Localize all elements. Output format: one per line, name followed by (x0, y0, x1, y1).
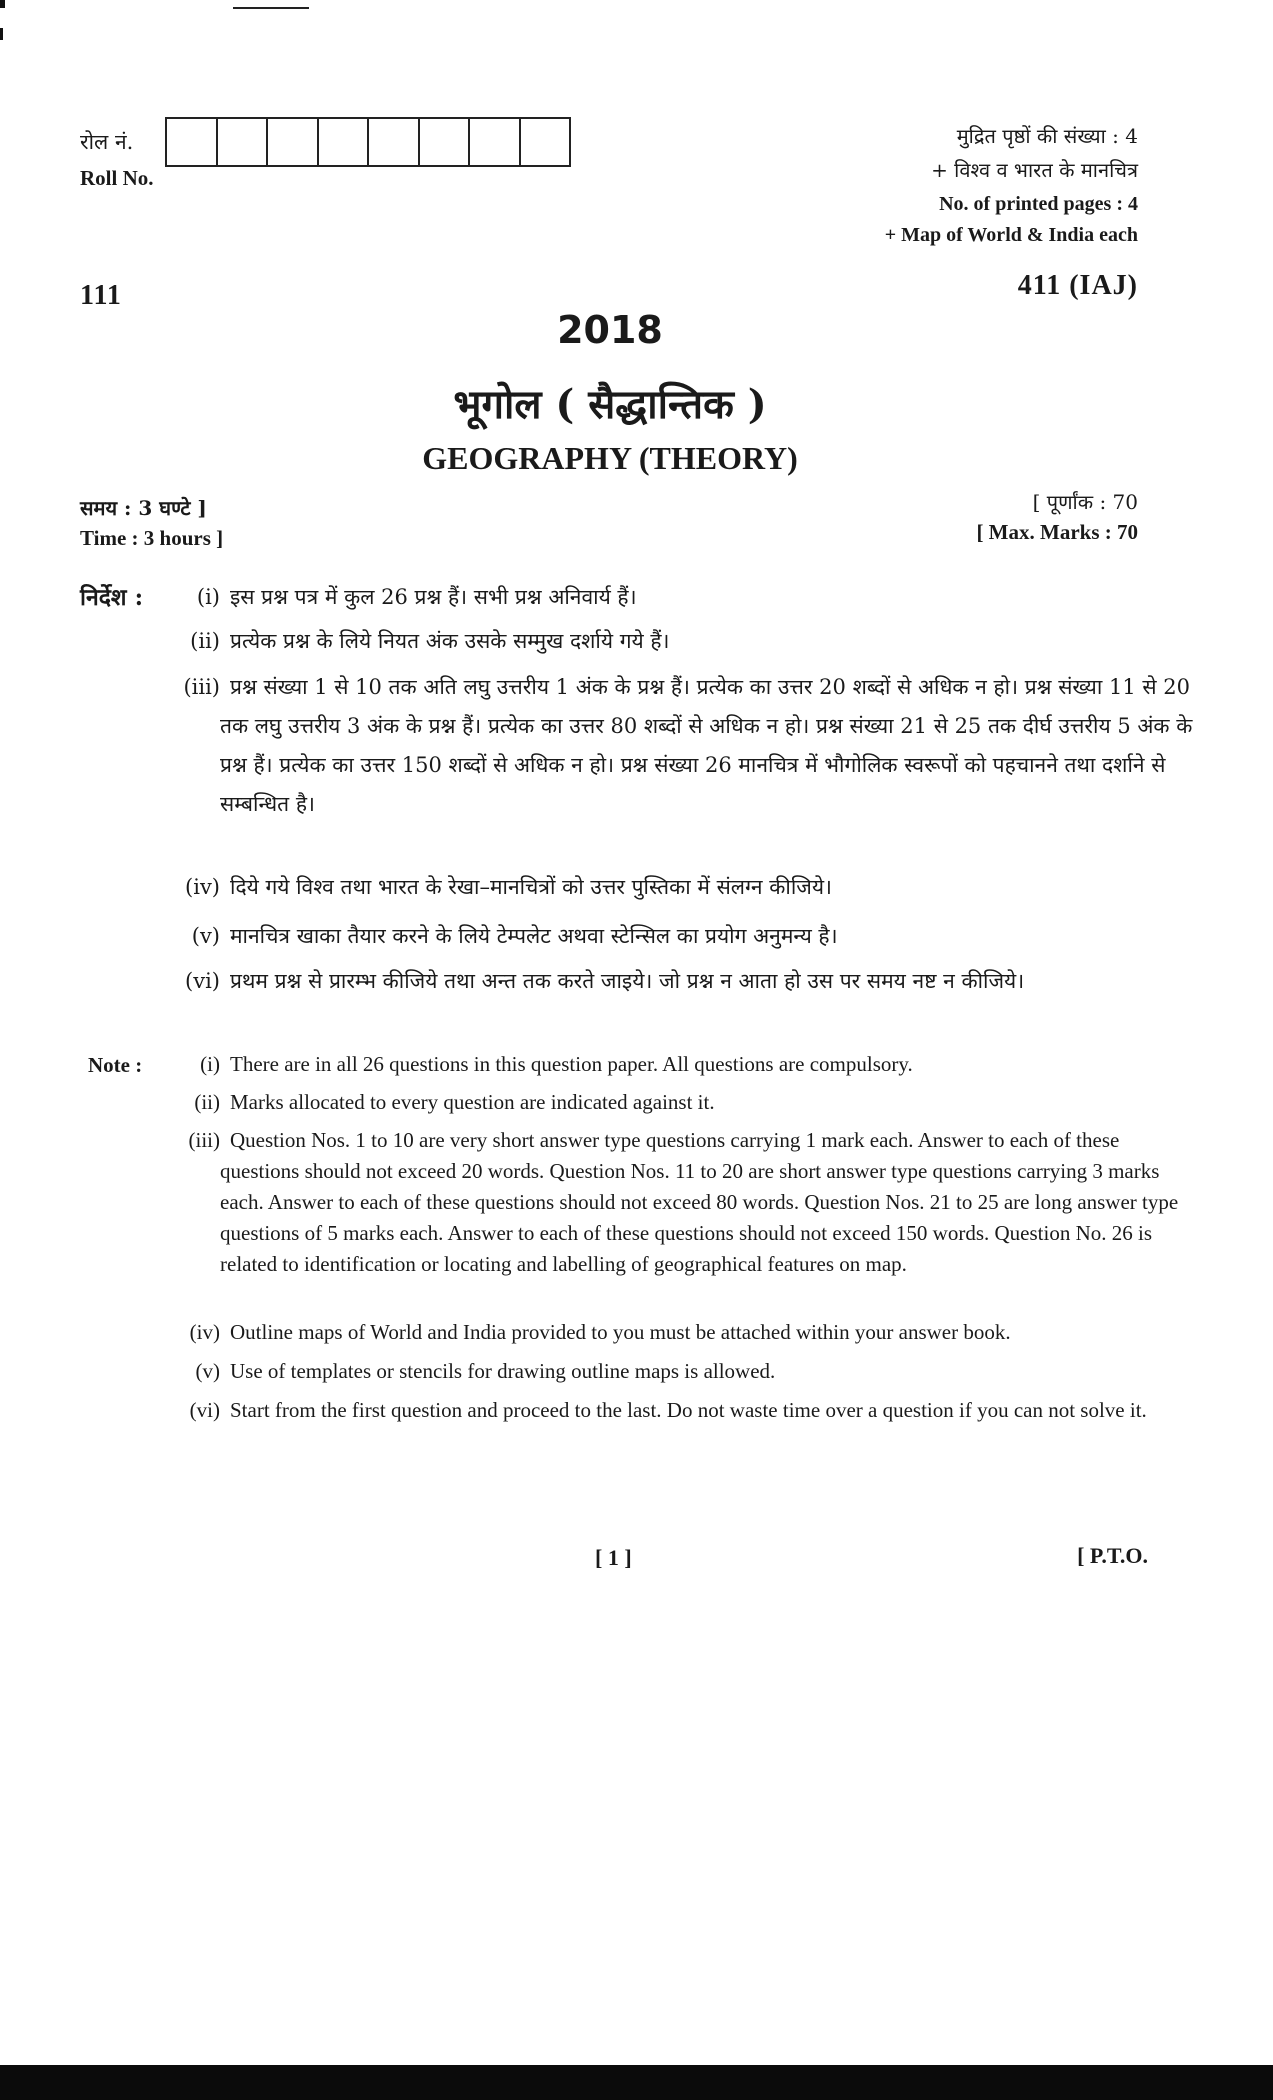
instruction-text: प्रत्येक प्रश्न के लिये नियत अंक उसके सम्मुख दर्शाये गये हैं। (230, 629, 670, 653)
note-text: Marks allocated to every question are indicated against it. (230, 1090, 715, 1114)
instruction-item (170, 578, 1195, 617)
instruction-number: (iv) (185, 875, 220, 899)
note-item (170, 1125, 1195, 1280)
instruction-number: (i) (196, 585, 220, 609)
instruction-item (170, 668, 1195, 824)
roll-box (521, 119, 570, 165)
note-number: (v) (195, 1359, 220, 1383)
scan-bottom-edge (0, 2065, 1273, 2100)
instruction-text: इस प्रश्न पत्र में कुल 26 प्रश्न हैं। सभी प्रश्न अनिवार्य हैं। (230, 585, 637, 609)
roll-box (167, 119, 218, 165)
note-text: Outline maps of World and India provided to you must be attached within your answer book. (230, 1320, 1011, 1344)
roll-box (268, 119, 319, 165)
roll-number-boxes (165, 117, 571, 167)
instruction-text: दिये गये विश्व तथा भारत के रेखा–मानचित्रों को उत्तर पुस्तिका में संलग्न कीजिये। (230, 875, 832, 899)
paper-code-right: 411 (IAJ) (1017, 270, 1138, 301)
note-item (170, 1087, 1195, 1118)
note-item (170, 1317, 1195, 1348)
note-item (170, 1395, 1195, 1426)
printed-pages-english: No. of printed pages : 4 (939, 193, 1138, 215)
time-english: Time : 3 hours ] (80, 526, 224, 550)
maps-note-english: + Map of World & India each (884, 224, 1138, 246)
exam-year: 2018 (557, 308, 663, 352)
roll-box (470, 119, 521, 165)
instruction-number: (ii) (190, 629, 220, 653)
scan-corner-mark (0, 0, 5, 8)
max-marks-english: [ Max. Marks : 70 (976, 520, 1138, 544)
printed-pages-hindi: मुद्रित पृष्ठों की संख्या : 4 (956, 124, 1138, 148)
please-turn-over: [ P.T.O. (1077, 1543, 1148, 1568)
top-rule (233, 7, 309, 9)
note-label-english: Note : (88, 1053, 143, 1077)
note-item (170, 1356, 1195, 1387)
roll-label-english: Roll No. (80, 166, 154, 190)
subject-title-english: GEOGRAPHY (THEORY) (422, 440, 798, 476)
instruction-number: (v) (191, 924, 220, 948)
scan-edge-mark (0, 28, 3, 40)
note-number: (iii) (188, 1128, 220, 1152)
instruction-item (170, 622, 1195, 661)
note-text: Use of templates or stencils for drawing outline maps is allowed. (230, 1359, 776, 1383)
roll-box (218, 119, 269, 165)
roll-box (319, 119, 370, 165)
paper-code-left: 111 (80, 280, 122, 311)
instructions-label-hindi: निर्देश : (80, 584, 144, 611)
note-text: There are in all 26 questions in this question paper. All questions are compulsory. (230, 1052, 913, 1076)
subject-title-hindi: भूगोल ( सैद्धान्तिक ) (453, 381, 767, 428)
note-item (170, 1049, 1195, 1080)
note-number: (vi) (189, 1398, 220, 1422)
page-number: [ 1 ] (595, 1545, 632, 1570)
instruction-text: प्रथम प्रश्न से प्रारम्भ कीजिये तथा अन्त तक करते जाइये। जो प्रश्न न आता हो उस पर समय नष्ट न कीजिये। (230, 969, 1025, 993)
maps-note-hindi: + विश्व व भारत के मानचित्र (931, 158, 1138, 182)
instruction-item (170, 917, 1195, 956)
instruction-text: मानचित्र खाका तैयार करने के लिये टेम्पलेट अथवा स्टेन्सिल का प्रयोग अनुमन्य है। (230, 924, 838, 948)
roll-box (420, 119, 471, 165)
instruction-number: (iii) (183, 675, 220, 699)
note-number: (iv) (189, 1320, 220, 1344)
note-number: (ii) (194, 1090, 220, 1114)
roll-box (369, 119, 420, 165)
instruction-text: प्रश्न संख्या 1 से 10 तक अति लघु उत्तरीय 1 अंक के प्रश्न हैं। प्रत्येक का उत्तर 20 शब्दों से अधिक न हो। प्रश्न संख्या 11 से 20 तक लघु उत्तरीय 3 अंक के प्रश्न हैं। प्रत्येक का उत्तर 80 शब्दों से अधिक न हो। प्रश्न संख्या 21 से 25 तक दीर्घ उत्तरीय 5 अंक के प्रश्न हैं। प्रत्येक का उत्तर 150 शब्दों से अधिक न हो। प्रश्न संख्या 26 मानचित्र में भौगोलिक स्वरूपों को पहचानने तथा दर्शाने से सम्बन्धित है। (220, 675, 1193, 816)
time-hindi: समय : 3 घण्टे ] (80, 496, 207, 520)
note-number: (i) (200, 1052, 220, 1076)
instruction-item (170, 868, 1195, 907)
instruction-number: (vi) (185, 969, 220, 993)
roll-label-hindi: रोल नं. (80, 130, 134, 154)
note-text: Question Nos. 1 to 10 are very short answer type questions carrying 1 mark each. Answer to each of these questions should not exceed 20 words. Question Nos. 11 to 20 are short answer type questions carrying 3 marks each. Answer to each of these questions should not exceed 80 words. Question Nos. 21 to 25 are long answer type questions of 5 marks each. Answer to each of these questions should not exceed 150 words. Question No. 26 is related to identification or locating and labelling of geographical features on map. (220, 1128, 1179, 1276)
note-text: Start from the first question and proceed to the last. Do not waste time over a question if you can not solve it. (230, 1398, 1147, 1422)
instruction-item (170, 962, 1195, 1001)
max-marks-hindi: [ पूर्णांक : 70 (1032, 490, 1138, 514)
